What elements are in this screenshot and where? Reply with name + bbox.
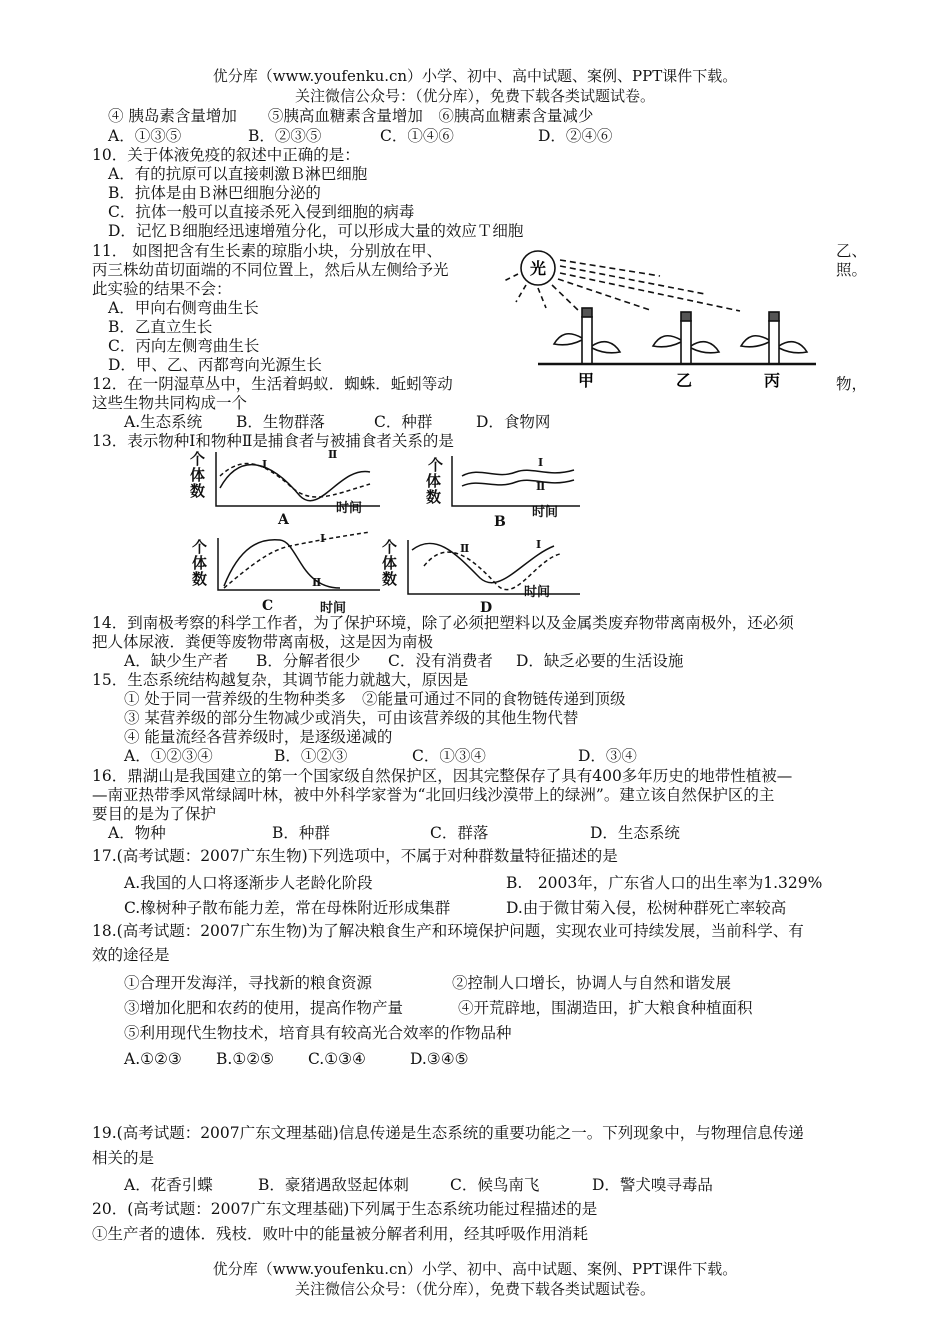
q19-option-c: C．候鸟南飞 [450, 1176, 540, 1194]
q19-option-b: B．豪猪遇敌竖起体刺 [258, 1176, 409, 1194]
ylabel-a-2: 体 [190, 466, 206, 484]
q11-option-d: D．甲、乙、丙都弯向光源生长 [108, 356, 322, 374]
q10-option-c: C．抗体一般可以直接杀死入侵到细胞的病毒 [108, 203, 415, 221]
q11-line-3: 此实验的结果不会： [92, 280, 232, 298]
label-yi: 乙 [676, 371, 693, 390]
xlabel-d: 时间 [524, 585, 551, 600]
seedling-jia [554, 308, 620, 363]
q18-line-1: 18.(高考试题：2007广东生物)为了解决粮食生产和环境保护问题，实现农业可持续发展，当前科学、有 [92, 922, 804, 940]
q14-option-c: C．没有消费者 [388, 652, 493, 670]
q18-line-2: 效的途径是 [92, 946, 170, 964]
ylabel-a-3: 数 [190, 482, 206, 500]
q11-line-2-end: 照。 [836, 261, 868, 279]
q9-option-a: A．①③⑤ [108, 127, 182, 145]
curve-a-ii [220, 465, 370, 501]
label-bing: 丙 [764, 371, 781, 390]
series-a-1: Ⅰ [262, 458, 268, 471]
q16-option-c: C．群落 [430, 824, 489, 842]
q19-option-a: A．花香引蝶 [124, 1176, 213, 1194]
q11-option-c: C．丙向左侧弯曲生长 [108, 337, 260, 355]
footer-line-2: 关注微信公众号：（优分库），免费下载各类试题试卷。 [294, 1280, 655, 1298]
q15-stem: 15．生态系统结构越复杂，其调节能力就越大，原因是 [92, 671, 469, 689]
ylabel-b-2: 体 [426, 472, 442, 490]
curve-c-i [224, 532, 370, 588]
seedling-bing [741, 312, 807, 363]
series-d-2: Ⅱ [460, 542, 470, 555]
q9-line: ④ 胰岛素含量增加 ⑤胰高血糖素含量增加 ⑥胰高血糖素含量减少 [108, 107, 594, 125]
q17-option-d: D.由于微甘菊入侵，松树种群死亡率较高 [506, 899, 787, 917]
ylabel-c-3: 数 [192, 570, 208, 588]
seedling-yi [653, 312, 719, 363]
graph-d [382, 538, 550, 614]
q15-option-b: B．①②③ [274, 747, 348, 765]
series-d-1: Ⅰ [536, 538, 542, 551]
q15-option-c: C．①③④ [412, 747, 486, 765]
graph-b [426, 456, 558, 530]
q17-option-b: B. 2003年，广东省人口的出生率为1.329% [506, 874, 823, 892]
q15-statement-4: ④ 能量流经各营养级时，是逐级递减的 [124, 728, 393, 746]
q18-statement-2: ②控制人口增长，协调人与自然和谐发展 [452, 974, 732, 992]
q20-stem: 20．(高考试题：2007广东文理基础)下列属于生态系统功能过程描述的是 [92, 1200, 598, 1218]
q19-line-1: 19.(高考试题：2007广东文理基础)信息传递是生态系统的重要功能之一。下列现象中，与物理信息传递 [92, 1124, 804, 1142]
footer-line-1: 优分库（www.youfenku.cn）小学、初中、高中试题、案例、PPT课件下载。 [212, 1260, 738, 1278]
ylabel-c-2: 体 [192, 554, 208, 572]
q11-line-1-end: 乙、 [836, 242, 868, 260]
series-b-2: Ⅱ [536, 480, 546, 493]
q18-option-c: C.①③④ [308, 1050, 366, 1068]
q9-option-c: C．①④⑥ [380, 127, 454, 145]
q14-line-1: 14．到南极考察的科学工作者，为了保护环境，除了必须把塑料以及金属类废弃物带离南极外，还必须 [92, 614, 794, 632]
ylabel-c-1: 个 [192, 538, 208, 556]
q16-option-b: B．种群 [272, 824, 330, 842]
q12-line-1: 12．在一阴湿草丛中，生活着蚂蚁．蜘蛛．蚯蚓等动 [92, 375, 453, 393]
q15-statement-3: ③ 某营养级的部分生物减少或消失，可由该营养级的其他生物代替 [124, 709, 579, 727]
q12-option-c: C．种群 [374, 413, 433, 431]
q16-line-3: 要目的是为了保护 [92, 805, 217, 823]
header-line-2: 关注微信公众号：（优分库），免费下载各类试题试卷。 [294, 87, 655, 105]
q12-option-b: B．生物群落 [236, 413, 325, 431]
q15-statement-2: ②能量可通过不同的食物链传递到顶级 [362, 690, 626, 708]
q15-option-a: A．①②③④ [124, 747, 213, 765]
q18-option-d: D.③④⑤ [410, 1050, 469, 1068]
curve-b-ii [462, 480, 574, 486]
q17-option-a: A.我国的人口将逐渐步人老龄化阶段 [124, 874, 373, 892]
curve-d-ii [424, 552, 560, 590]
q9-option-b: B．②③⑤ [248, 127, 322, 145]
q19-option-d: D．警犬嗅寻毒品 [592, 1176, 713, 1194]
series-b-1: Ⅰ [538, 456, 544, 469]
q13-stem: 13．表示物种Ⅰ和物种Ⅱ是捕食者与被捕食者关系的是 [92, 432, 454, 450]
ylabel-b-1: 个 [428, 456, 444, 474]
q18-statement-1: ①合理开发海洋，寻找新的粮食资源 [124, 974, 373, 992]
q11-seedling-figure [490, 246, 830, 392]
xlabel-c: 时间 [320, 601, 347, 614]
q13-graphs [180, 446, 620, 614]
q14-line-2: 把人体尿液．粪便等废物带离南极，这是因为南极 [92, 633, 434, 651]
q17-option-c: C.橡树种子散布能力差，常在母株附近形成集群 [124, 899, 451, 917]
q16-option-a: A．物种 [108, 824, 166, 842]
curve-a-i [220, 464, 370, 497]
ylabel-d-1: 个 [382, 538, 398, 556]
q20-statement-1: ①生产者的遗体．残枝．败叶中的能量被分解者利用，经其呼吸作用消耗 [92, 1225, 589, 1243]
ylabel-a-1: 个 [190, 450, 206, 468]
ylabel-b-3: 数 [426, 488, 442, 506]
q12-line-1-end: 物， [836, 375, 868, 393]
q15-statement-1: ① 处于同一营养级的生物种类多 [124, 690, 346, 708]
q12-option-d: D．食物网 [476, 413, 551, 431]
q10-option-b: B．抗体是由Ｂ淋巴细胞分泌的 [108, 184, 321, 202]
series-c-2: Ⅱ [312, 576, 322, 589]
graph-c [192, 532, 346, 614]
curve-d-i [412, 543, 554, 582]
q14-option-a: A．缺少生产者 [124, 652, 229, 670]
panel-label-c: C [262, 598, 274, 614]
q16-option-d: D．生态系统 [590, 824, 680, 842]
panel-label-b: B [494, 514, 506, 530]
q12-option-a: A.生态系统 [124, 413, 203, 431]
q16-line-2: —南亚热带季风常绿阔叶林，被中外科学家誉为“北回归线沙漠带上的绿洲”。建立该自然保护区的主 [92, 786, 775, 804]
q15-option-d: D．③④ [578, 747, 637, 765]
header-line-1: 优分库（www.youfenku.cn）小学、初中、高中试题、案例、PPT课件下载。 [212, 67, 738, 85]
q9-option-d: D．②④⑥ [538, 127, 613, 145]
q18-statement-4: ④开荒辟地，围湖造田，扩大粮食种植面积 [458, 999, 753, 1017]
curve-c-ii [224, 540, 340, 588]
q11-option-b: B．乙直立生长 [108, 318, 213, 336]
q14-option-d: D．缺乏必要的生活设施 [516, 652, 684, 670]
q14-option-b: B．分解者很少 [256, 652, 361, 670]
series-c-1: Ⅰ [320, 532, 326, 545]
xlabel-b: 时间 [532, 505, 559, 520]
q18-statement-3: ③增加化肥和农药的使用，提高作物产量 [124, 999, 404, 1017]
panel-label-a: A [278, 512, 289, 528]
series-a-2: Ⅱ [328, 448, 338, 461]
sun-label: 光 [530, 259, 547, 278]
q18-statement-5: ⑤利用现代生物技术，培育具有较高光合效率的作物品种 [124, 1024, 512, 1042]
q17-stem: 17.(高考试题：2007广东生物)下列选项中，不属于对种群数量特征描述的是 [92, 847, 618, 865]
q16-line-1: 16．鼎湖山是我国建立的第一个国家级自然保护区，因其完整保存了具有400多年历史的地带性植被— [92, 767, 793, 785]
q10-option-a: A．有的抗原可以直接刺激Ｂ淋巴细胞 [108, 165, 368, 183]
xlabel-a: 时间 [336, 501, 363, 516]
q10-stem: 10．关于体液免疫的叙述中正确的是： [92, 146, 360, 164]
ylabel-d-3: 数 [382, 570, 398, 588]
q18-option-b: B.①②⑤ [216, 1050, 275, 1068]
q18-option-a: A.①②③ [124, 1050, 182, 1068]
label-jia: 甲 [578, 371, 595, 390]
panel-label-d: D [480, 600, 493, 614]
q19-line-2: 相关的是 [92, 1149, 155, 1167]
q11-line-2: 丙三株幼苗切面端的不同位置上，然后从左侧给予光 [92, 261, 449, 279]
q11-line-1: 11． 如图把含有生长素的琼脂小块，分别放在甲、 [92, 242, 443, 260]
q10-option-d: D．记忆Ｂ细胞经迅速增殖分化，可以形成大量的效应Ｔ细胞 [108, 222, 524, 240]
curve-b-i [462, 470, 574, 476]
q12-line-2: 这些生物共同构成一个 [92, 394, 248, 412]
ylabel-d-2: 体 [382, 554, 398, 572]
q11-option-a: A．甲向右侧弯曲生长 [108, 299, 259, 317]
